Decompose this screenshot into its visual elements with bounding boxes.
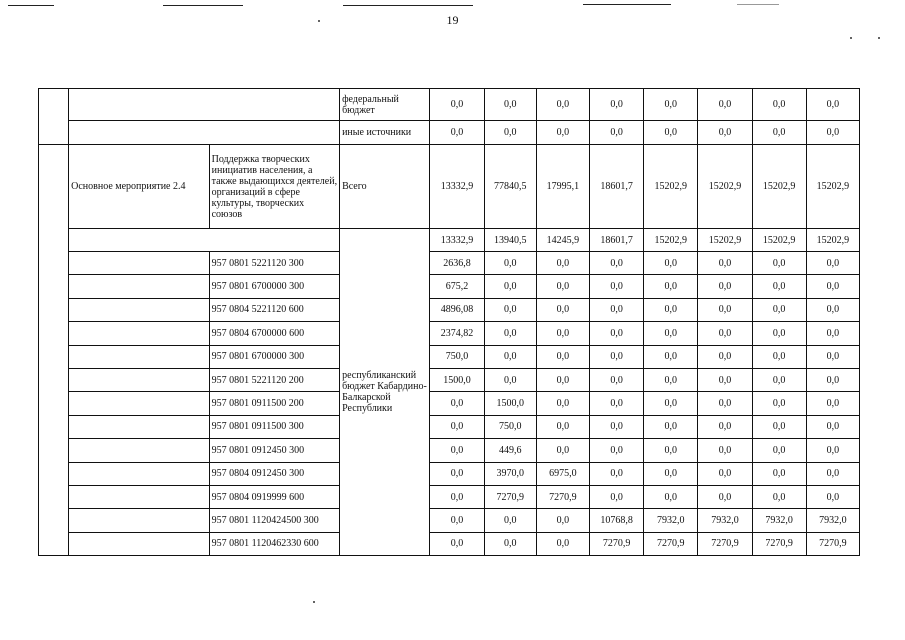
value-cell: 0,0 xyxy=(484,345,536,368)
budget-code: 957 0801 1120424500 300 xyxy=(209,509,339,532)
index-cell xyxy=(39,145,69,556)
scan-artifact-line xyxy=(737,4,779,5)
value-cell: 15202,9 xyxy=(752,145,806,229)
value-cell: 0,0 xyxy=(430,509,484,532)
value-cell: 0,0 xyxy=(430,415,484,438)
value-cell: 7932,0 xyxy=(698,509,752,532)
value-cell: 0,0 xyxy=(644,439,698,462)
value-cell: 0,0 xyxy=(589,252,643,275)
table-row xyxy=(39,392,860,415)
value-cell: 0,0 xyxy=(752,462,806,485)
budget-code: 957 0804 0912450 300 xyxy=(209,462,339,485)
value-cell: 7270,9 xyxy=(484,485,536,508)
value-cell: 0,0 xyxy=(536,298,589,321)
source-label: иные источники xyxy=(340,121,430,145)
value-cell: 0,0 xyxy=(589,392,643,415)
value-cell: 0,0 xyxy=(806,392,859,415)
table-row xyxy=(39,121,860,145)
value-cell: 0,0 xyxy=(644,89,698,121)
value-cell: 0,0 xyxy=(536,345,589,368)
table-row xyxy=(39,368,860,391)
value-cell: 0,0 xyxy=(484,322,536,345)
value-cell: 0,0 xyxy=(806,439,859,462)
table-row xyxy=(39,485,860,508)
value-cell: 0,0 xyxy=(806,368,859,391)
activity-description: Поддержка творческих инициатив населения, а также выдающихся деятелей, организаций в сфере культуры, творческих союзов xyxy=(209,145,339,229)
value-cell: 0,0 xyxy=(430,89,484,121)
value-cell: 13332,9 xyxy=(430,229,484,252)
value-cell: 15202,9 xyxy=(644,145,698,229)
table-row xyxy=(39,229,860,252)
value-cell: 15202,9 xyxy=(806,229,859,252)
budget-code: 957 0804 5221120 600 xyxy=(209,298,339,321)
value-cell: 0,0 xyxy=(752,415,806,438)
value-cell: 0,0 xyxy=(536,439,589,462)
value-cell: 2636,8 xyxy=(430,252,484,275)
budget-code: 957 0801 0912450 300 xyxy=(209,439,339,462)
scan-speck xyxy=(878,37,880,39)
value-cell: 15202,9 xyxy=(698,229,752,252)
blank-cell xyxy=(69,462,210,485)
value-cell: 0,0 xyxy=(536,368,589,391)
table-row xyxy=(39,322,860,345)
value-cell: 1500,0 xyxy=(484,392,536,415)
blank-cell xyxy=(69,345,210,368)
value-cell: 0,0 xyxy=(589,275,643,298)
scan-speck xyxy=(850,37,852,39)
blank-cell xyxy=(69,229,340,252)
value-cell: 0,0 xyxy=(536,392,589,415)
value-cell: 1500,0 xyxy=(430,368,484,391)
table-row xyxy=(39,345,860,368)
blank-cell xyxy=(69,532,210,555)
value-cell: 0,0 xyxy=(698,345,752,368)
source-label: федеральный бюджет xyxy=(340,89,430,121)
blank-cell xyxy=(69,89,340,121)
value-cell: 0,0 xyxy=(644,392,698,415)
value-cell: 0,0 xyxy=(536,275,589,298)
scan-artifact-line xyxy=(343,5,473,6)
table-row xyxy=(39,532,860,555)
value-cell: 0,0 xyxy=(806,322,859,345)
value-cell: 0,0 xyxy=(430,462,484,485)
value-cell: 0,0 xyxy=(484,121,536,145)
value-cell: 0,0 xyxy=(698,275,752,298)
budget-code: 957 0801 6700000 300 xyxy=(209,345,339,368)
value-cell: 0,0 xyxy=(806,298,859,321)
value-cell: 0,0 xyxy=(698,322,752,345)
value-cell: 0,0 xyxy=(698,462,752,485)
value-cell: 7932,0 xyxy=(644,509,698,532)
value-cell: 449,6 xyxy=(484,439,536,462)
value-cell: 0,0 xyxy=(484,509,536,532)
value-cell: 0,0 xyxy=(698,89,752,121)
value-cell: 0,0 xyxy=(752,298,806,321)
value-cell: 18601,7 xyxy=(589,145,643,229)
value-cell: 0,0 xyxy=(806,252,859,275)
blank-cell xyxy=(69,121,340,145)
value-cell: 0,0 xyxy=(484,368,536,391)
table-row xyxy=(39,415,860,438)
value-cell: 0,0 xyxy=(752,252,806,275)
budget-code: 957 0801 5221120 200 xyxy=(209,368,339,391)
budget-table xyxy=(38,88,860,556)
blank-cell xyxy=(69,415,210,438)
value-cell: 750,0 xyxy=(484,415,536,438)
value-cell: 0,0 xyxy=(536,252,589,275)
budget-code: 957 0801 6700000 300 xyxy=(209,275,339,298)
value-cell: 7932,0 xyxy=(806,509,859,532)
value-cell: 0,0 xyxy=(484,532,536,555)
value-cell: 0,0 xyxy=(644,485,698,508)
value-cell: 0,0 xyxy=(806,415,859,438)
blank-cell xyxy=(69,322,210,345)
value-cell: 0,0 xyxy=(589,368,643,391)
value-cell: 0,0 xyxy=(430,121,484,145)
value-cell: 7270,9 xyxy=(536,485,589,508)
value-cell: 0,0 xyxy=(536,532,589,555)
budget-code: 957 0804 6700000 600 xyxy=(209,322,339,345)
value-cell: 0,0 xyxy=(589,298,643,321)
value-cell: 0,0 xyxy=(752,439,806,462)
value-cell: 17995,1 xyxy=(536,145,589,229)
value-cell: 0,0 xyxy=(536,121,589,145)
value-cell: 0,0 xyxy=(806,462,859,485)
value-cell: 0,0 xyxy=(644,298,698,321)
blank-cell xyxy=(69,439,210,462)
value-cell: 0,0 xyxy=(806,345,859,368)
value-cell: 0,0 xyxy=(698,252,752,275)
value-cell: 0,0 xyxy=(752,392,806,415)
value-cell: 0,0 xyxy=(644,121,698,145)
value-cell: 7270,9 xyxy=(589,532,643,555)
table-row xyxy=(39,275,860,298)
value-cell: 7270,9 xyxy=(644,532,698,555)
page-number: 19 xyxy=(446,13,459,27)
budget-code: 957 0801 0911500 300 xyxy=(209,415,339,438)
blank-cell xyxy=(69,392,210,415)
value-cell: 0,0 xyxy=(430,485,484,508)
value-cell: 0,0 xyxy=(430,392,484,415)
table-row xyxy=(39,439,860,462)
value-cell: 0,0 xyxy=(698,392,752,415)
table-row xyxy=(39,89,860,121)
value-cell: 13332,9 xyxy=(430,145,484,229)
value-cell: 0,0 xyxy=(644,275,698,298)
value-cell: 0,0 xyxy=(484,275,536,298)
blank-cell xyxy=(69,509,210,532)
value-cell: 0,0 xyxy=(589,462,643,485)
value-cell: 0,0 xyxy=(644,368,698,391)
value-cell: 0,0 xyxy=(484,89,536,121)
value-cell: 7270,9 xyxy=(806,532,859,555)
value-cell: 0,0 xyxy=(536,509,589,532)
index-cell xyxy=(39,89,69,145)
value-cell: 0,0 xyxy=(589,439,643,462)
value-cell: 0,0 xyxy=(484,252,536,275)
scan-speck xyxy=(313,601,315,603)
blank-cell xyxy=(69,252,210,275)
value-cell: 0,0 xyxy=(698,439,752,462)
value-cell: 0,0 xyxy=(644,415,698,438)
regional-budget-label: республиканский бюджет Кабардино-Балкарской Республики xyxy=(340,229,430,556)
value-cell: 7932,0 xyxy=(752,509,806,532)
blank-cell xyxy=(69,368,210,391)
value-cell: 0,0 xyxy=(644,322,698,345)
table-row xyxy=(39,509,860,532)
table-row xyxy=(39,145,860,229)
value-cell: 7270,9 xyxy=(698,532,752,555)
value-cell: 0,0 xyxy=(806,121,859,145)
scan-artifact-line xyxy=(163,5,243,6)
value-cell: 15202,9 xyxy=(806,145,859,229)
value-cell: 0,0 xyxy=(589,89,643,121)
value-cell: 15202,9 xyxy=(644,229,698,252)
value-cell: 0,0 xyxy=(430,532,484,555)
blank-cell xyxy=(69,485,210,508)
value-cell: 0,0 xyxy=(589,322,643,345)
value-cell: 2374,82 xyxy=(430,322,484,345)
value-cell: 18601,7 xyxy=(589,229,643,252)
value-cell: 0,0 xyxy=(484,298,536,321)
value-cell: 0,0 xyxy=(752,275,806,298)
value-cell: 7270,9 xyxy=(752,532,806,555)
value-cell: 0,0 xyxy=(589,121,643,145)
value-cell: 4896,08 xyxy=(430,298,484,321)
scan-artifact-line xyxy=(8,5,54,6)
value-cell: 0,0 xyxy=(589,345,643,368)
value-cell: 0,0 xyxy=(536,322,589,345)
value-cell: 0,0 xyxy=(698,298,752,321)
value-cell: 0,0 xyxy=(752,368,806,391)
total-label: Всего xyxy=(340,145,430,229)
value-cell: 0,0 xyxy=(644,462,698,485)
table-row xyxy=(39,252,860,275)
value-cell: 0,0 xyxy=(806,89,859,121)
value-cell: 15202,9 xyxy=(698,145,752,229)
value-cell: 0,0 xyxy=(536,89,589,121)
value-cell: 750,0 xyxy=(430,345,484,368)
value-cell: 0,0 xyxy=(806,275,859,298)
budget-code: 957 0801 1120462330 600 xyxy=(209,532,339,555)
value-cell: 13940,5 xyxy=(484,229,536,252)
value-cell: 10768,8 xyxy=(589,509,643,532)
value-cell: 0,0 xyxy=(589,415,643,438)
value-cell: 0,0 xyxy=(536,415,589,438)
value-cell: 0,0 xyxy=(698,485,752,508)
value-cell: 0,0 xyxy=(430,439,484,462)
value-cell: 0,0 xyxy=(644,345,698,368)
budget-code: 957 0804 0919999 600 xyxy=(209,485,339,508)
activity-name: Основное мероприятие 2.4 xyxy=(69,145,210,229)
value-cell: 15202,9 xyxy=(752,229,806,252)
value-cell: 0,0 xyxy=(698,368,752,391)
budget-table-body xyxy=(39,89,860,556)
value-cell: 77840,5 xyxy=(484,145,536,229)
value-cell: 0,0 xyxy=(752,322,806,345)
value-cell: 0,0 xyxy=(589,485,643,508)
value-cell: 0,0 xyxy=(698,121,752,145)
value-cell: 0,0 xyxy=(752,345,806,368)
value-cell: 0,0 xyxy=(752,89,806,121)
table-row xyxy=(39,298,860,321)
blank-cell xyxy=(69,298,210,321)
table-row xyxy=(39,462,860,485)
value-cell: 0,0 xyxy=(644,252,698,275)
value-cell: 3970,0 xyxy=(484,462,536,485)
blank-cell xyxy=(69,275,210,298)
value-cell: 0,0 xyxy=(752,485,806,508)
value-cell: 0,0 xyxy=(752,121,806,145)
scan-artifact-line xyxy=(583,4,671,5)
budget-code: 957 0801 5221120 300 xyxy=(209,252,339,275)
value-cell: 0,0 xyxy=(698,415,752,438)
value-cell: 675,2 xyxy=(430,275,484,298)
value-cell: 14245,9 xyxy=(536,229,589,252)
value-cell: 6975,0 xyxy=(536,462,589,485)
value-cell: 0,0 xyxy=(806,485,859,508)
budget-code: 957 0801 0911500 200 xyxy=(209,392,339,415)
